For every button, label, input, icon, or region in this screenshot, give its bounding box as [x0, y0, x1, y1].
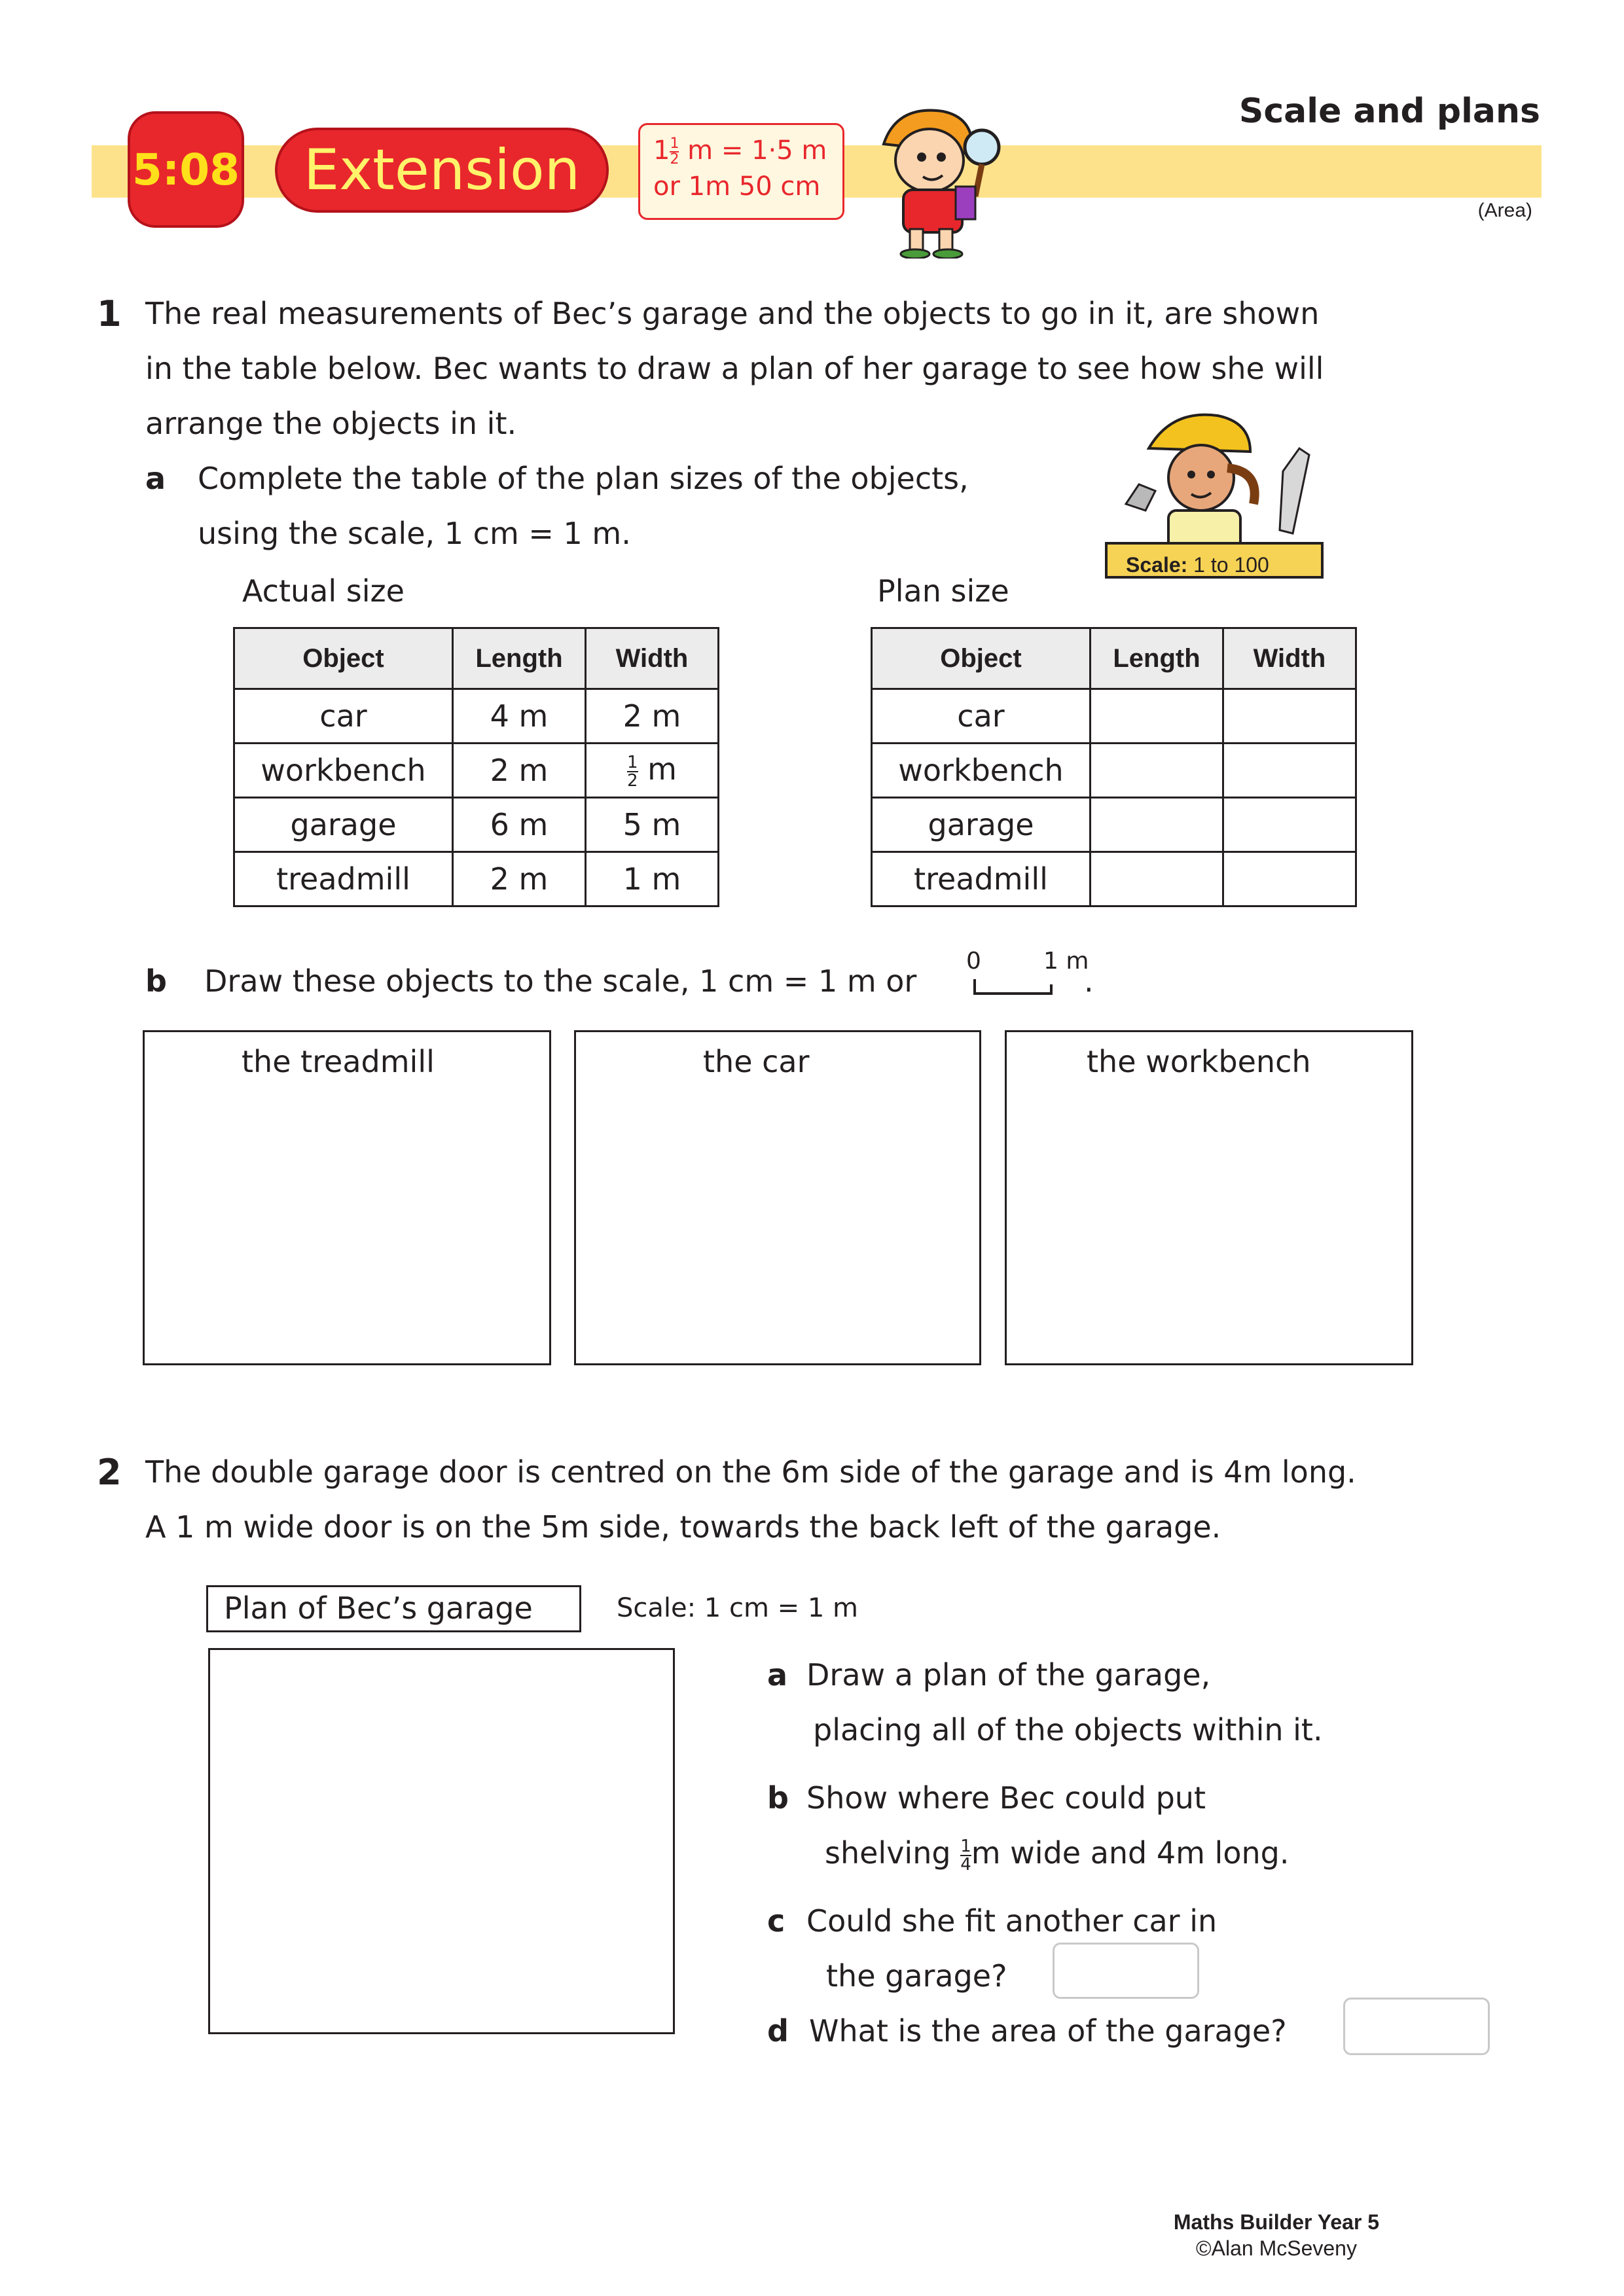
q2c-answer-box[interactable]	[1053, 1943, 1199, 1999]
object-cell: treadmill	[872, 852, 1091, 906]
object-cell: garage	[872, 798, 1091, 852]
footer-copyright: ©Alan McSeveny	[1196, 2236, 1357, 2260]
table-row	[872, 689, 1356, 744]
q2a-letter: a	[767, 1657, 788, 1693]
workbench-drawing-box[interactable]	[1005, 1030, 1413, 1365]
actual-size-caption: Actual size	[242, 573, 405, 609]
car-drawing-box[interactable]	[574, 1030, 981, 1365]
q1-intro-line-1: The real measurements of Bec’s garage and the objects to go in it, are shown	[145, 296, 1320, 331]
drawing-box-label: the workbench	[1087, 1044, 1311, 1079]
scale-bar	[973, 979, 1058, 996]
plan-size-table	[871, 627, 1357, 907]
plan-width-input[interactable]	[1223, 744, 1356, 798]
plan-scale-label: Scale: 1 cm = 1 m	[617, 1593, 859, 1623]
q2b-line-2: shelving $\frac{1}{4}$ m wide and 4m long.	[825, 1835, 1290, 1874]
width-cell: 5 m	[586, 798, 719, 852]
q1a-line-2: using the scale, 1 cm = 1 m.	[198, 516, 631, 551]
width-cell: 2 m	[586, 689, 719, 744]
q1b-end: .	[1084, 963, 1094, 999]
plan-width-input[interactable]	[1223, 798, 1356, 852]
q2a-line-1: Draw a plan of the garage,	[806, 1657, 1211, 1693]
drawing-box-label: the car	[703, 1044, 810, 1079]
header-object: Object	[234, 628, 453, 689]
q1b-letter: b	[145, 963, 167, 999]
q2b-line-1: Show where Bec could put	[806, 1780, 1206, 1816]
quarter-fraction: $\frac{1}{4}$	[960, 1836, 971, 1874]
conversion-hint: 1 $\frac{1}{2}$ m = 1·5 m or 1m 50 cm	[638, 123, 844, 220]
detective-girl-illustration	[857, 98, 1015, 259]
header-width: Width	[1223, 628, 1356, 689]
table-row	[234, 852, 719, 906]
drawing-box-label: the treadmill	[242, 1044, 435, 1079]
lesson-code-badge: 5:08	[128, 111, 244, 228]
plan-length-input[interactable]	[1091, 852, 1223, 906]
object-cell: car	[234, 689, 453, 744]
plan-length-input[interactable]	[1091, 689, 1223, 744]
actual-size-table	[233, 627, 719, 907]
q2c-line-2: the garage?	[826, 1958, 1007, 1994]
width-cell: $\frac{1}{2}$ m	[586, 744, 719, 798]
object-cell: workbench	[234, 744, 453, 798]
q2d-letter: d	[767, 2013, 789, 2049]
header-length: Length	[1091, 628, 1223, 689]
table-row	[234, 744, 719, 798]
scale-bar-start: 0	[966, 948, 981, 975]
q1a-line-1: Complete the table of the plan sizes of the objects,	[198, 461, 969, 496]
q2d-text: What is the area of the garage?	[809, 2013, 1287, 2049]
table-row	[234, 689, 719, 744]
q1b-text: Draw these objects to the scale, 1 cm = 1 m or	[204, 963, 917, 999]
half-fraction: $\frac{1}{2}$	[627, 752, 638, 791]
object-cell: treadmill	[234, 852, 453, 906]
q2a-line-2: placing all of the objects within it.	[813, 1712, 1323, 1748]
width-cell: 1 m	[586, 852, 719, 906]
object-cell: garage	[234, 798, 453, 852]
table-row	[234, 798, 719, 852]
header-length: Length	[453, 628, 586, 689]
length-cell: 4 m	[453, 689, 586, 744]
q2c-line-1: Could she fit another car in	[806, 1903, 1218, 1939]
plan-title-box: Plan of Bec’s garage	[206, 1585, 581, 1632]
table-header-row	[234, 628, 719, 689]
extension-badge: Extension	[275, 128, 609, 213]
q1-intro-line-3: arrange the objects in it.	[145, 406, 517, 441]
q2b-letter: b	[767, 1780, 789, 1816]
header-width: Width	[586, 628, 719, 689]
q1-intro-line-2: in the table below. Bec wants to draw a plan of her garage to see how she will	[145, 351, 1324, 386]
topic-title: Scale and plans	[1238, 92, 1540, 131]
q1a-letter: a	[145, 461, 166, 496]
scale-bar-end: 1 m	[1043, 948, 1089, 975]
plan-width-input[interactable]	[1223, 852, 1356, 906]
subtopic-label: (Area)	[1477, 200, 1532, 221]
length-cell: 6 m	[453, 798, 586, 852]
table-row	[872, 852, 1356, 906]
plan-length-input[interactable]	[1091, 798, 1223, 852]
q2c-letter: c	[767, 1903, 785, 1939]
question-1-number: 1	[97, 293, 122, 334]
object-cell: workbench	[872, 744, 1091, 798]
question-2-number: 2	[97, 1452, 122, 1493]
footer-book-title: Maths Builder Year 5	[1173, 2210, 1380, 2234]
garage-plan-box[interactable]	[208, 1648, 675, 2034]
scale-sign: Scale: 1 to 100	[1126, 553, 1269, 577]
length-cell: 2 m	[453, 852, 586, 906]
treadmill-drawing-box[interactable]	[143, 1030, 551, 1365]
q2-line-2: A 1 m wide door is on the 5m side, towards the back left of the garage.	[145, 1509, 1221, 1545]
table-header-row	[872, 628, 1356, 689]
q2d-answer-box[interactable]	[1343, 1998, 1490, 2055]
plan-size-caption: Plan size	[877, 573, 1009, 609]
table-row	[872, 744, 1356, 798]
q2-line-1: The double garage door is centred on the 6m side of the garage and is 4m long.	[145, 1454, 1356, 1490]
object-cell: car	[872, 689, 1091, 744]
plan-length-input[interactable]	[1091, 744, 1223, 798]
footer	[1152, 2209, 1401, 2261]
table-row	[872, 798, 1356, 852]
length-cell: 2 m	[453, 744, 586, 798]
plan-width-input[interactable]	[1223, 689, 1356, 744]
header-object: Object	[872, 628, 1091, 689]
